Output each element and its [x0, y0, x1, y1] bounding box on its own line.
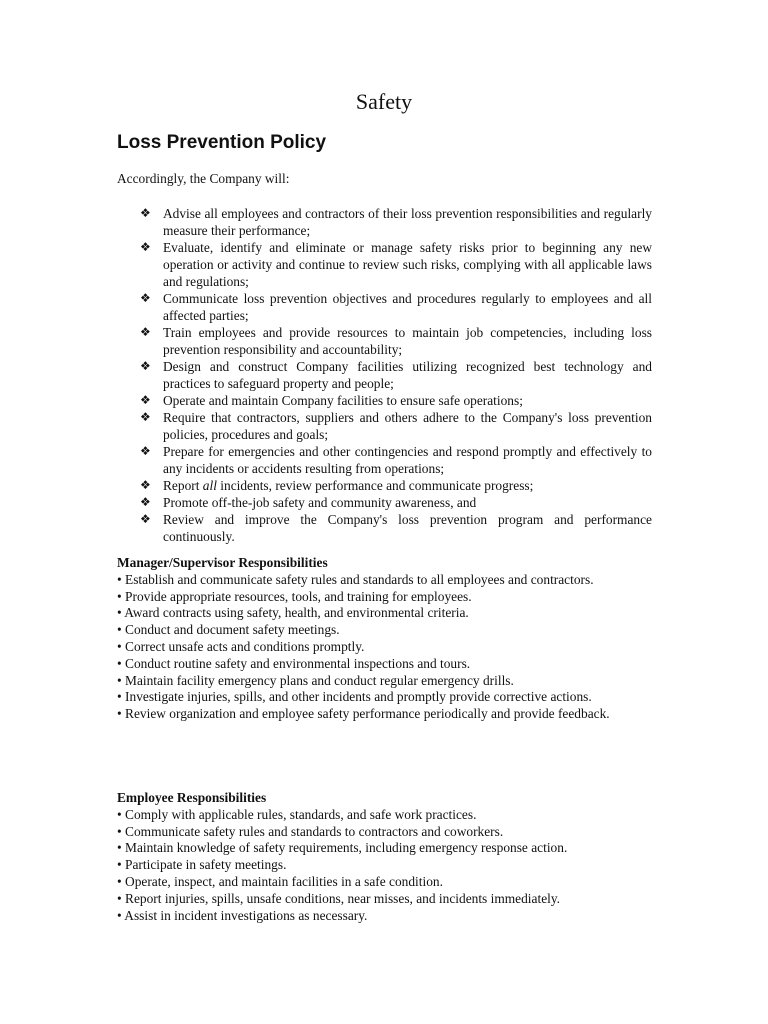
list-item: ❖ Prepare for emergencies and other contingencies and respond promptly and effectively to any incidents or accidents resulting from operations; [117, 443, 652, 477]
list-item: • Award contracts using safety, health, and environmental criteria. [117, 605, 469, 621]
list-item: • Establish and communicate safety rules and standards to all employees and contractors. [117, 571, 594, 587]
list-item: • Assist in incident investigations as necessary. [117, 907, 368, 923]
diamond-bullet-icon: ❖ [140, 512, 151, 526]
manager-heading: Manager/Supervisor Responsibilities [117, 555, 328, 570]
diamond-bullet-icon: ❖ [140, 478, 151, 492]
manager-responsibilities [117, 555, 652, 723]
list-item: • Operate, inspect, and maintain facilities in a safe condition. [117, 873, 443, 889]
list-item: • Communicate safety rules and standards to contractors and coworkers. [117, 823, 504, 839]
list-item: • Comply with applicable rules, standards, and safe work practices. [117, 806, 477, 822]
list-item: ❖ Require that contractors, suppliers and others adhere to the Company's loss prevention policies, procedures and goals; [117, 409, 652, 443]
list-item: • Maintain facility emergency plans and conduct regular emergency drills. [117, 672, 514, 688]
section-heading: Loss Prevention Policy [117, 132, 327, 153]
list-item: ❖ Promote off-the-job safety and community awareness, and [117, 494, 652, 511]
diamond-bullet-icon: ❖ [140, 206, 151, 220]
diamond-bullet-icon: ❖ [140, 325, 151, 339]
policy-list [117, 205, 652, 545]
list-item: ❖ Evaluate, identify and eliminate or manage safety risks prior to beginning any new operation or activity and continue to review such risks, complying with all applicable laws and regulations; [117, 239, 652, 290]
diamond-bullet-icon: ❖ [140, 359, 151, 373]
list-item: • Review organization and employee safety performance periodically and provide feedback. [117, 706, 610, 722]
list-item: • Conduct and document safety meetings. [117, 622, 340, 638]
list-item: • Participate in safety meetings. [117, 857, 287, 873]
employee-heading: Employee Responsibilities [117, 790, 267, 805]
list-item: • Correct unsafe acts and conditions promptly. [117, 638, 365, 654]
diamond-bullet-icon: ❖ [140, 240, 151, 254]
list-item: • Provide appropriate resources, tools, and training for employees. [117, 588, 472, 604]
diamond-bullet-icon: ❖ [140, 495, 151, 509]
employee-responsibilities [117, 790, 652, 924]
page-title: Safety [355, 89, 413, 114]
diamond-bullet-icon: ❖ [140, 410, 151, 424]
list-item: ❖ Communicate loss prevention objectives and procedures regularly to employees and all affected parties; [117, 290, 652, 324]
diamond-bullet-icon: ❖ [140, 393, 151, 407]
intro-text: Accordingly, the Company will: [117, 171, 290, 186]
list-item: • Investigate injuries, spills, and other incidents and promptly provide corrective actions. [117, 689, 592, 705]
list-item: ❖ Report all incidents, review performance and communicate progress; [117, 477, 652, 494]
list-item: ❖ Train employees and provide resources to maintain job competencies, including loss prevention responsibility and accountability; [117, 324, 652, 358]
list-item: ❖ Review and improve the Company's loss prevention program and performance continuously. [117, 511, 652, 545]
list-item: ❖ Operate and maintain Company facilities to ensure safe operations; [117, 392, 652, 409]
list-item: • Conduct routine safety and environmental inspections and tours. [117, 655, 471, 671]
list-item: • Report injuries, spills, unsafe conditions, near misses, and incidents immediately. [117, 890, 561, 906]
diamond-bullet-icon: ❖ [140, 444, 151, 458]
diamond-bullet-icon: ❖ [140, 291, 151, 305]
list-item: ❖ Design and construct Company facilities utilizing recognized best technology and practices to safeguard property and people; [117, 358, 652, 392]
list-item: • Maintain knowledge of safety requirements, including emergency response action. [117, 840, 568, 856]
list-item: ❖ Advise all employees and contractors of their loss prevention responsibilities and regularly measure their performance; [117, 205, 652, 239]
